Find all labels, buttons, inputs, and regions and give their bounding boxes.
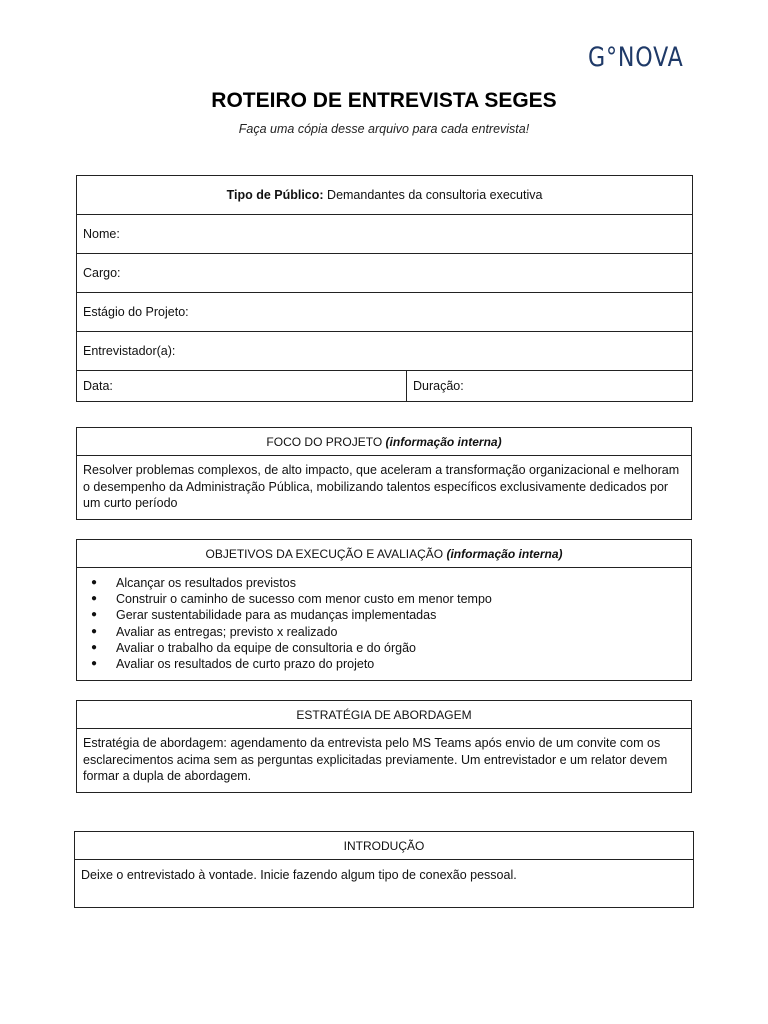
cargo-field[interactable] [77, 254, 693, 293]
duracao-field[interactable] [407, 371, 693, 402]
duracao-label: Duração: [413, 379, 464, 393]
list-item: ● Construir o caminho de sucesso com menor custo em menor tempo [83, 591, 685, 607]
tipo-publico-value: Demandantes da consultoria executiva [323, 188, 543, 202]
objetivos-heading-text: OBJETIVOS DA EXECUÇÃO E AVALIAÇÃO [205, 547, 447, 561]
objetivos-heading-note: (informação interna) [446, 547, 563, 561]
objetivos-section [76, 539, 692, 681]
objetivos-heading [77, 540, 691, 568]
introducao-body: Deixe o entrevistado à vontade. Inicie fazendo algum tipo de conexão pessoal. [81, 868, 517, 882]
list-item: ● Alcançar os resultados previstos [83, 575, 685, 591]
list-item: ● Avaliar as entregas; previsto x realizado [83, 624, 685, 640]
estrategia-heading: ESTRATÉGIA DE ABORDAGEM [77, 701, 691, 729]
data-field[interactable] [77, 371, 407, 402]
entrevistador-field[interactable] [77, 332, 693, 371]
list-item: ● Gerar sustentabilidade para as mudanças implementadas [83, 607, 685, 623]
foco-body: Resolver problemas complexos, de alto impacto, que aceleram a transformação organizacional e melhoram o desempenho da Administração Pública, mobilizando talentos específicos exclusivamente dedicados por um curto período [83, 463, 680, 510]
list-item: ● Avaliar os resultados de curto prazo do projeto [83, 656, 685, 672]
nome-field[interactable] [77, 215, 693, 254]
foco-heading [77, 428, 691, 456]
estagio-label: Estágio do Projeto: [83, 305, 189, 319]
objetivos-list [83, 575, 685, 672]
estrategia-body: Estratégia de abordagem: agendamento da entrevista pelo MS Teams após envio de um convite com os esclarecimentos acima sem as perguntas explicitadas previamente. Um entrevistador e um relator devem formar a dupla de abordagem. [83, 736, 668, 783]
estrategia-section [76, 700, 692, 793]
foco-heading-text: FOCO DO PROJETO [266, 435, 386, 449]
foco-section [76, 427, 692, 520]
foco-heading-note: (informação interna) [385, 435, 502, 449]
introducao-heading: INTRODUÇÃO [75, 832, 693, 860]
estagio-field[interactable] [77, 293, 693, 332]
data-label: Data: [83, 379, 113, 393]
gnova-logo: G°NOVA [588, 42, 684, 73]
nome-label: Nome: [83, 227, 120, 241]
tipo-publico-label: Tipo de Público: [226, 188, 324, 202]
entrevistador-label: Entrevistador(a): [83, 344, 176, 358]
list-item: ● Avaliar o trabalho da equipe de consultoria e do órgão [83, 640, 685, 656]
interview-info-table [76, 175, 693, 402]
document-title: ROTEIRO DE ENTREVISTA SEGES [211, 89, 557, 112]
tipo-publico-cell [77, 176, 693, 215]
document-subtitle: Faça uma cópia desse arquivo para cada entrevista! [238, 122, 530, 136]
cargo-label: Cargo: [83, 266, 121, 280]
introducao-section [74, 831, 694, 908]
